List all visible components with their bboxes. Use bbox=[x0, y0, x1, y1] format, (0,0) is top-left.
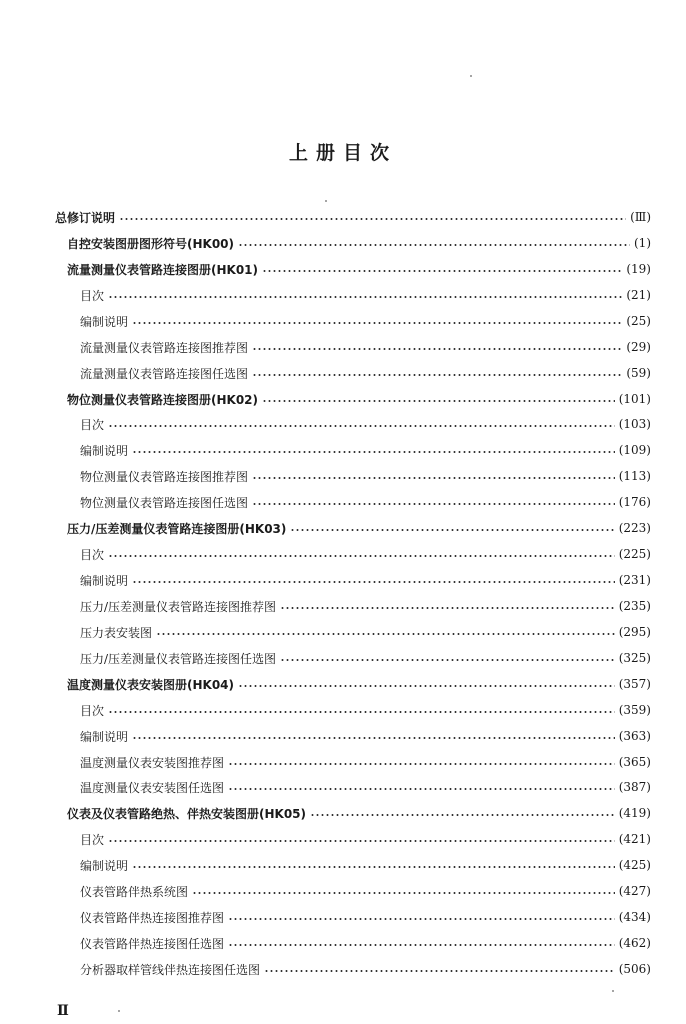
toc-subentry bbox=[80, 856, 651, 874]
toc-page-number: (109) bbox=[618, 443, 651, 457]
dot-leader bbox=[108, 837, 615, 845]
toc-entry-title: 分析器取样管线伴热连接图任选图 bbox=[80, 962, 261, 977]
toc-subentry bbox=[80, 908, 651, 926]
toc-subentry bbox=[80, 364, 651, 382]
toc-page-number: (29) bbox=[626, 340, 651, 354]
toc-volume-entry bbox=[67, 519, 651, 537]
toc-volume-entry bbox=[67, 234, 651, 252]
toc-subentry bbox=[80, 571, 651, 589]
dot-leader bbox=[192, 889, 615, 897]
scan-speck bbox=[470, 75, 472, 77]
toc-entry-title: 仪表管路伴热系统图 bbox=[80, 884, 189, 899]
dot-leader bbox=[238, 241, 630, 249]
toc-subentry bbox=[80, 338, 651, 356]
dot-leader bbox=[228, 785, 615, 793]
toc-entry-title: 目次 bbox=[80, 547, 105, 562]
dot-leader bbox=[264, 967, 615, 975]
toc-entry-title: 温度测量仪表安装图册(HK04) bbox=[67, 677, 235, 692]
dot-leader bbox=[290, 526, 614, 534]
dot-leader bbox=[252, 500, 615, 508]
toc-entry-title: 仪表管路伴热连接图任选图 bbox=[80, 936, 225, 951]
toc-page-number: (59) bbox=[626, 366, 651, 380]
scan-speck bbox=[118, 1010, 120, 1012]
toc-page-number: (231) bbox=[618, 573, 651, 587]
toc-entry-title: 自控安装图册图形符号(HK00) bbox=[67, 236, 235, 251]
toc-entry-title: 总修订说明 bbox=[55, 210, 116, 225]
scan-speck bbox=[325, 200, 327, 202]
dot-leader bbox=[228, 760, 615, 768]
dot-leader bbox=[238, 682, 615, 690]
dot-leader bbox=[280, 656, 615, 664]
toc-subentry bbox=[80, 312, 651, 330]
toc-subentry bbox=[80, 597, 651, 615]
dot-leader bbox=[108, 293, 622, 301]
dot-leader bbox=[108, 552, 615, 560]
toc-entry-title: 目次 bbox=[80, 703, 105, 718]
dot-leader bbox=[132, 863, 615, 871]
dot-leader bbox=[132, 448, 615, 456]
dot-leader bbox=[228, 941, 615, 949]
toc-volume-entry bbox=[67, 804, 651, 822]
toc-subentry bbox=[80, 830, 651, 848]
toc-page-number: (225) bbox=[618, 547, 651, 561]
dot-leader bbox=[252, 474, 615, 482]
dot-leader bbox=[310, 811, 615, 819]
toc-page-number: (434) bbox=[618, 910, 651, 924]
toc-page-number: (176) bbox=[618, 495, 651, 509]
toc-subentry bbox=[80, 753, 651, 771]
page-number: Ⅱ bbox=[57, 1003, 69, 1019]
toc-entry-title: 压力/压差测量仪表管路连接图任选图 bbox=[80, 651, 277, 666]
toc-page-number: (295) bbox=[618, 625, 651, 639]
toc-entry-title: 编制说明 bbox=[80, 573, 129, 588]
toc-entry-title: 流量测量仪表管路连接图推荐图 bbox=[80, 340, 249, 355]
dot-leader bbox=[108, 422, 615, 430]
toc-volume-entry bbox=[67, 390, 651, 408]
toc-page-number: (113) bbox=[618, 469, 651, 483]
toc-page-number: (19) bbox=[626, 262, 651, 276]
dot-leader bbox=[132, 734, 615, 742]
toc-subentry bbox=[80, 415, 651, 433]
dot-leader bbox=[228, 915, 615, 923]
toc-entry-title: 物位测量仪表管路连接图册(HK02) bbox=[67, 392, 259, 407]
toc-subentry bbox=[80, 493, 651, 511]
toc-subentry bbox=[80, 649, 651, 667]
toc-page-number: (223) bbox=[618, 521, 651, 535]
toc-page-number: (Ⅲ) bbox=[630, 210, 651, 224]
toc-entry-title: 温度测量仪表安装图推荐图 bbox=[80, 755, 225, 770]
toc-page-number: (25) bbox=[626, 314, 651, 328]
page-title: 上册目次 bbox=[288, 142, 397, 164]
toc-entry-title: 流量测量仪表管路连接图任选图 bbox=[80, 366, 249, 381]
dot-leader bbox=[156, 630, 615, 638]
toc-page-number: (363) bbox=[618, 729, 651, 743]
toc-page-number: (427) bbox=[618, 884, 651, 898]
toc-entry-title: 流量测量仪表管路连接图册(HK01) bbox=[67, 262, 259, 277]
toc-subentry bbox=[80, 441, 651, 459]
toc-page-number: (357) bbox=[618, 677, 651, 691]
toc-page-number: (365) bbox=[618, 755, 651, 769]
toc-entry-title: 压力/压差测量仪表管路连接图推荐图 bbox=[80, 599, 277, 614]
dot-leader bbox=[252, 345, 622, 353]
toc-subentry bbox=[80, 882, 651, 900]
toc-subentry bbox=[80, 545, 651, 563]
dot-leader bbox=[280, 604, 615, 612]
toc-entry-title: 压力/压差测量仪表管路连接图册(HK03) bbox=[67, 521, 287, 536]
toc-subentry bbox=[80, 960, 651, 978]
toc-page-number: (1) bbox=[634, 236, 651, 250]
toc-entry-title: 编制说明 bbox=[80, 858, 129, 873]
dot-leader bbox=[132, 578, 615, 586]
toc-page-number: (387) bbox=[618, 780, 651, 794]
toc-volume-entry bbox=[67, 260, 651, 278]
toc-page-number: (462) bbox=[618, 936, 651, 950]
toc-subentry bbox=[80, 467, 651, 485]
toc-page-number: (419) bbox=[618, 806, 651, 820]
dot-leader bbox=[132, 319, 622, 327]
toc-page-number: (103) bbox=[618, 417, 651, 431]
dot-leader bbox=[262, 397, 615, 405]
toc-page-number: (506) bbox=[618, 962, 651, 976]
toc-subentry bbox=[80, 727, 651, 745]
toc-volume-entry bbox=[67, 675, 651, 693]
toc-heading bbox=[55, 208, 651, 226]
toc-page-number: (235) bbox=[618, 599, 651, 613]
toc-subentry bbox=[80, 701, 651, 719]
toc-entry-title: 目次 bbox=[80, 288, 105, 303]
toc-page-number: (325) bbox=[618, 651, 651, 665]
dot-leader bbox=[262, 267, 622, 275]
toc-subentry bbox=[80, 778, 651, 796]
toc-entry-title: 目次 bbox=[80, 417, 105, 432]
toc-entry-title: 物位测量仪表管路连接图推荐图 bbox=[80, 469, 249, 484]
toc-page-number: (359) bbox=[618, 703, 651, 717]
dot-leader bbox=[119, 215, 626, 223]
toc-page-number: (421) bbox=[618, 832, 651, 846]
toc-entry-title: 仪表及仪表管路绝热、伴热安装图册(HK05) bbox=[67, 806, 307, 821]
toc-entry-title: 物位测量仪表管路连接图任选图 bbox=[80, 495, 249, 510]
dot-leader bbox=[252, 371, 622, 379]
scan-speck bbox=[612, 990, 614, 992]
toc-entry-title: 目次 bbox=[80, 832, 105, 847]
toc-entry-title: 编制说明 bbox=[80, 729, 129, 744]
toc-entry-title: 压力表安装图 bbox=[80, 625, 153, 640]
toc-subentry bbox=[80, 286, 651, 304]
toc-page-number: (425) bbox=[618, 858, 651, 872]
toc-subentry bbox=[80, 623, 651, 641]
toc-entry-title: 温度测量仪表安装图任选图 bbox=[80, 780, 225, 795]
dot-leader bbox=[108, 708, 615, 716]
toc-entry-title: 仪表管路伴热连接图推荐图 bbox=[80, 910, 225, 925]
toc-entry-title: 编制说明 bbox=[80, 314, 129, 329]
toc-subentry bbox=[80, 934, 651, 952]
toc-page-number: (21) bbox=[626, 288, 651, 302]
toc-page-number: (101) bbox=[618, 392, 651, 406]
toc-entry-title: 编制说明 bbox=[80, 443, 129, 458]
